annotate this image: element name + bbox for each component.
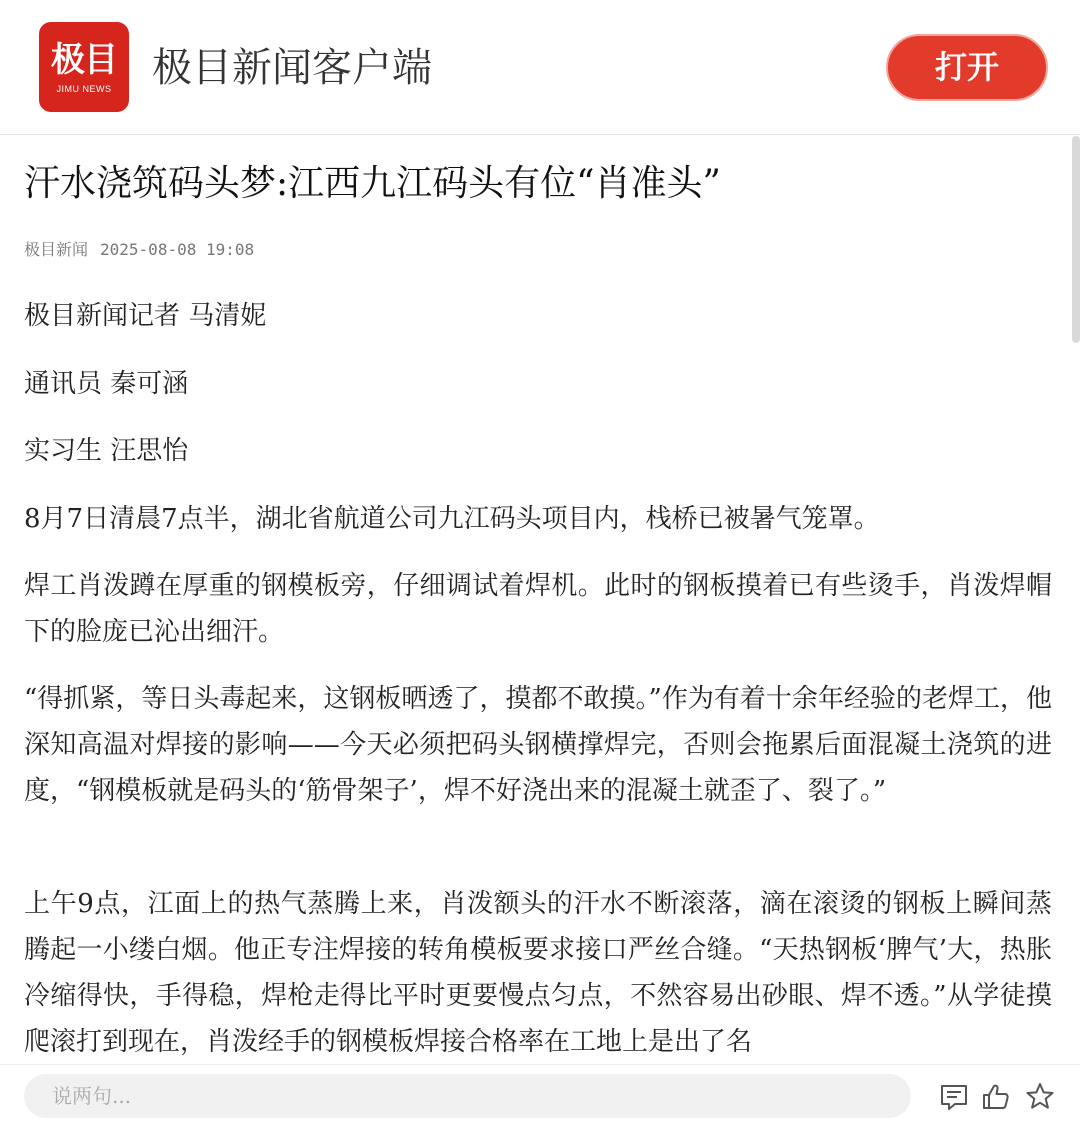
- byline-intern: 实习生 汪思怡: [24, 436, 189, 466]
- comment-icon[interactable]: [938, 1081, 970, 1113]
- logo-text-cn: 极目: [51, 40, 117, 80]
- open-app-button[interactable]: 打开: [886, 34, 1048, 101]
- app-name: 极目新闻客户端: [152, 45, 432, 91]
- article-paragraph: 焊工肖泼蹲在厚重的钢模板旁，仔细调试着焊机。此时的钢板摸着已有些烫手，肖泼焊帽下的脸庞已沁出细汗。: [24, 571, 1052, 647]
- article-paragraph: 上午9点，江面上的热气蒸腾上来，肖泼额头的汗水不断滚落，滴在滚烫的钢板上瞬间蒸腾起一小缕白烟。他正专注焊接的转角模板要求接口严丝合缝。“天热钢板‘脾气’大，热胀冷缩得快，手得稳，焊枪走得比平时更要慢点匀点，不然容易出砂眼、焊不透。”从学徒摸爬滚打到现在，肖泼经手的钢模板焊接合格率在工地上是出了名: [24, 889, 1052, 1057]
- article-timestamp: 2025-08-08 19:08: [100, 240, 255, 259]
- app-download-banner: [0, 0, 1080, 135]
- logo-text-en: JIMU NEWS: [56, 84, 112, 94]
- article-meta: [24, 238, 254, 262]
- article-title: 汗水浇筑码头梦:江西九江码头有位“肖准头”: [24, 163, 721, 204]
- article-paragraph: “得抓紧，等日头毒起来，这钢板晒透了，摸都不敢摸。”作为有着十余年经验的老焊工，他深知高温对焊接的影响——今天必须把码头钢横撑焊完，否则会拖累后面混凝土浇筑的进度，“钢模板就是码头的‘筋骨架子’，焊不好浇出来的混凝土就歪了、裂了。”: [24, 684, 1052, 806]
- star-icon[interactable]: [1024, 1081, 1056, 1113]
- comment-bar: [0, 1064, 1080, 1123]
- comment-input[interactable]: [24, 1074, 911, 1118]
- jimu-news-logo[interactable]: [39, 22, 129, 112]
- scrollbar-thumb[interactable]: [1072, 136, 1080, 343]
- thumbs-up-icon[interactable]: [980, 1081, 1012, 1113]
- byline-reporter: 极目新闻记者 马清妮: [24, 301, 267, 331]
- article-source[interactable]: 极目新闻: [24, 240, 89, 259]
- article-paragraph: 8月7日清晨7点半，湖北省航道公司九江码头项目内，栈桥已被暑气笼罩。: [24, 504, 880, 534]
- byline-correspondent: 通讯员 秦可涵: [24, 369, 189, 399]
